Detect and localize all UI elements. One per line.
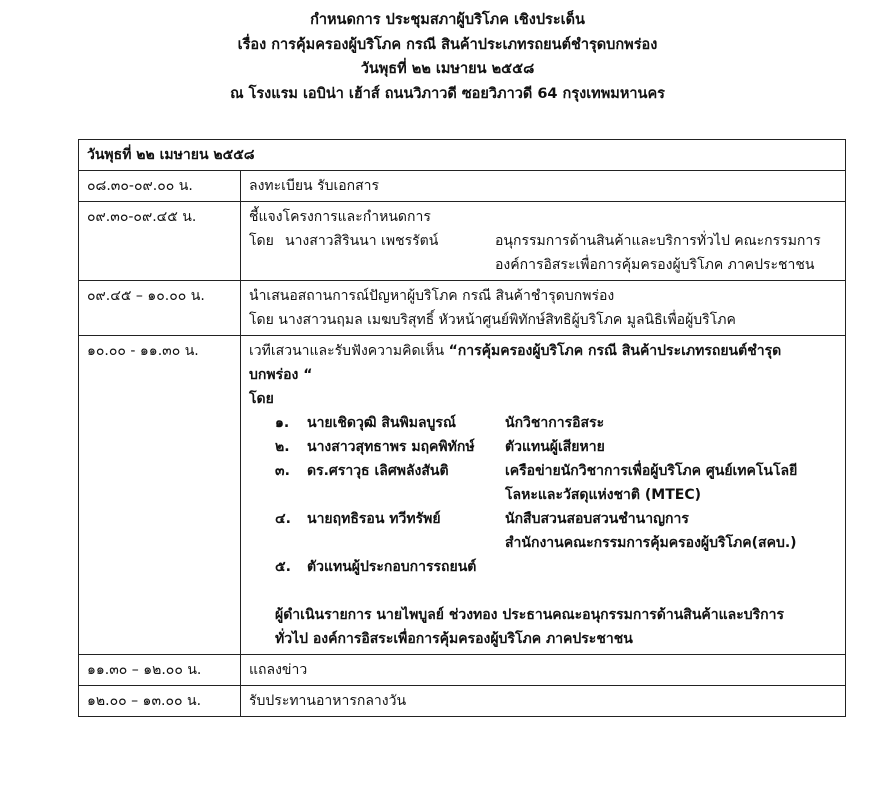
by-label: โดย	[249, 391, 274, 407]
table-row	[79, 336, 846, 655]
speaker-role: อนุกรรมการด้านสินค้าและบริการทั่วไป คณะกรรมการ	[495, 233, 821, 249]
activity-cell: แถลงข่าว	[241, 655, 846, 686]
panelist-role: นักสืบสวนสอบสวนชำนาญการ	[505, 511, 689, 527]
panelist-number: ๓.	[275, 463, 290, 479]
panelist-name: ตัวแทนผู้ประกอบการรถยนต์	[307, 559, 477, 575]
panelist-number: ๒.	[275, 439, 290, 455]
activity-title	[249, 339, 837, 363]
spacer	[249, 579, 837, 603]
panelist	[249, 459, 837, 483]
header-date: วันพุธที่ ๒๒ เมษายน ๒๕๕๘	[360, 61, 535, 77]
panelist-role-cont: โลหะและวัสดุแห่งชาติ (MTEC)	[505, 487, 701, 503]
panelist-role: ตัวแทนผู้เสียหาย	[505, 439, 605, 455]
panelist-name: นางสาวสุทธาพร มฤคพิทักษ์	[307, 439, 475, 455]
panelist-name: นายเชิดวุฒิ สินพิมลบูรณ์	[307, 415, 456, 431]
panelist	[249, 507, 837, 531]
panelist	[249, 555, 837, 579]
speaker-role-cont: องค์การอิสระเพื่อการคุ้มครองผู้บริโภค ภาคประชาชน	[495, 257, 815, 273]
moderator-line-cont: ทั่วไป องค์การอิสระเพื่อการคุ้มครองผู้บริโภค ภาคประชาชน	[275, 631, 633, 647]
by-label: โดย	[249, 233, 274, 249]
panelist-role: นักวิชาการอิสระ	[505, 415, 605, 431]
time-cell: ๑๐.๐๐ - ๑๑.๓๐ น.	[79, 336, 241, 655]
table-row	[79, 202, 846, 281]
document-header	[0, 8, 895, 106]
time-cell: ๐๙.๔๕ – ๑๐.๐๐ น.	[79, 281, 241, 336]
panelist	[249, 411, 837, 435]
activity-title: นำเสนอสถานการณ์ปัญหาผู้บริโภค กรณี สินค้าชำรุดบกพร่อง	[249, 288, 615, 304]
schedule-date-row	[79, 140, 846, 171]
header-subject: เรื่อง การคุ้มครองผู้บริโภค กรณี สินค้าประเภทรถยนต์ชำรุดบกพร่อง	[237, 36, 658, 53]
activity-cell: ลงทะเบียน รับเอกสาร	[241, 171, 846, 202]
activity-cell: รับประทานอาหารกลางวัน	[241, 686, 846, 717]
panelist-number: ๑.	[275, 415, 290, 431]
table-row	[79, 281, 846, 336]
schedule-date: วันพุธที่ ๒๒ เมษายน ๒๕๕๘	[79, 140, 846, 171]
activity-cell	[241, 202, 846, 281]
panelist	[249, 435, 837, 459]
panelist-number: ๔.	[275, 511, 291, 527]
moderator-line: ผู้ดำเนินรายการ นายไพบูลย์ ช่วงทอง ประธานคณะอนุกรรมการด้านสินค้าและบริการ	[275, 607, 784, 623]
table-row	[79, 171, 846, 202]
activity-prefix: เวทีเสวนาและรับฟังความคิดเห็น	[249, 343, 449, 359]
activity-title: ชี้แจงโครงการและกำหนดการ	[249, 209, 431, 225]
time-cell: ๐๘.๓๐-๐๙.๐๐ น.	[79, 171, 241, 202]
schedule-table	[78, 139, 846, 717]
panelist-name: นายฤทธิรอน ทวีทรัพย์	[307, 511, 441, 527]
speaker-name: นางสาวสิรินนา เพชรรัตน์	[285, 233, 439, 249]
activity-topic: “การคุ้มครองผู้บริโภค กรณี สินค้าประเภทรถยนต์ชำรุด	[448, 343, 782, 359]
time-cell: ๐๙.๓๐-๐๙.๔๕ น.	[79, 202, 241, 281]
activity-cell	[241, 281, 846, 336]
time-cell: ๑๑.๓๐ – ๑๒.๐๐ น.	[79, 655, 241, 686]
panelist-role-cont: สำนักงานคณะกรรมการคุ้มครองผู้บริโภค(สคบ.)	[505, 535, 797, 551]
activity-topic-cont: บกพร่อง “	[249, 367, 313, 383]
header-venue: ณ โรงแรม เอบิน่า เฮ้าส์ ถนนวิภาวดี ซอยวิภาวดี 64 กรุงเทพมหานคร	[230, 85, 665, 102]
activity-cell	[241, 336, 846, 655]
panelist-name: ดร.ศราวุธ เลิศพลังสันติ	[307, 463, 449, 479]
header-title: กำหนดการ ประชุมสภาผู้บริโภค เชิงประเด็น	[310, 12, 585, 28]
table-row	[79, 686, 846, 717]
panelist-number: ๕.	[275, 559, 291, 575]
panelist-role: เครือข่ายนักวิชาการเพื่อผู้บริโภค ศูนย์เทคโนโลยี	[505, 463, 798, 479]
table-row	[79, 655, 846, 686]
speaker-row	[249, 229, 837, 253]
speaker-line: โดย นางสาวนฤมล เมฆบริสุทธิ์ หัวหน้าศูนย์พิทักษ์สิทธิผู้บริโภค มูลนิธิเพื่อผู้บริโภค	[249, 312, 736, 328]
time-cell: ๑๒.๐๐ – ๑๓.๐๐ น.	[79, 686, 241, 717]
